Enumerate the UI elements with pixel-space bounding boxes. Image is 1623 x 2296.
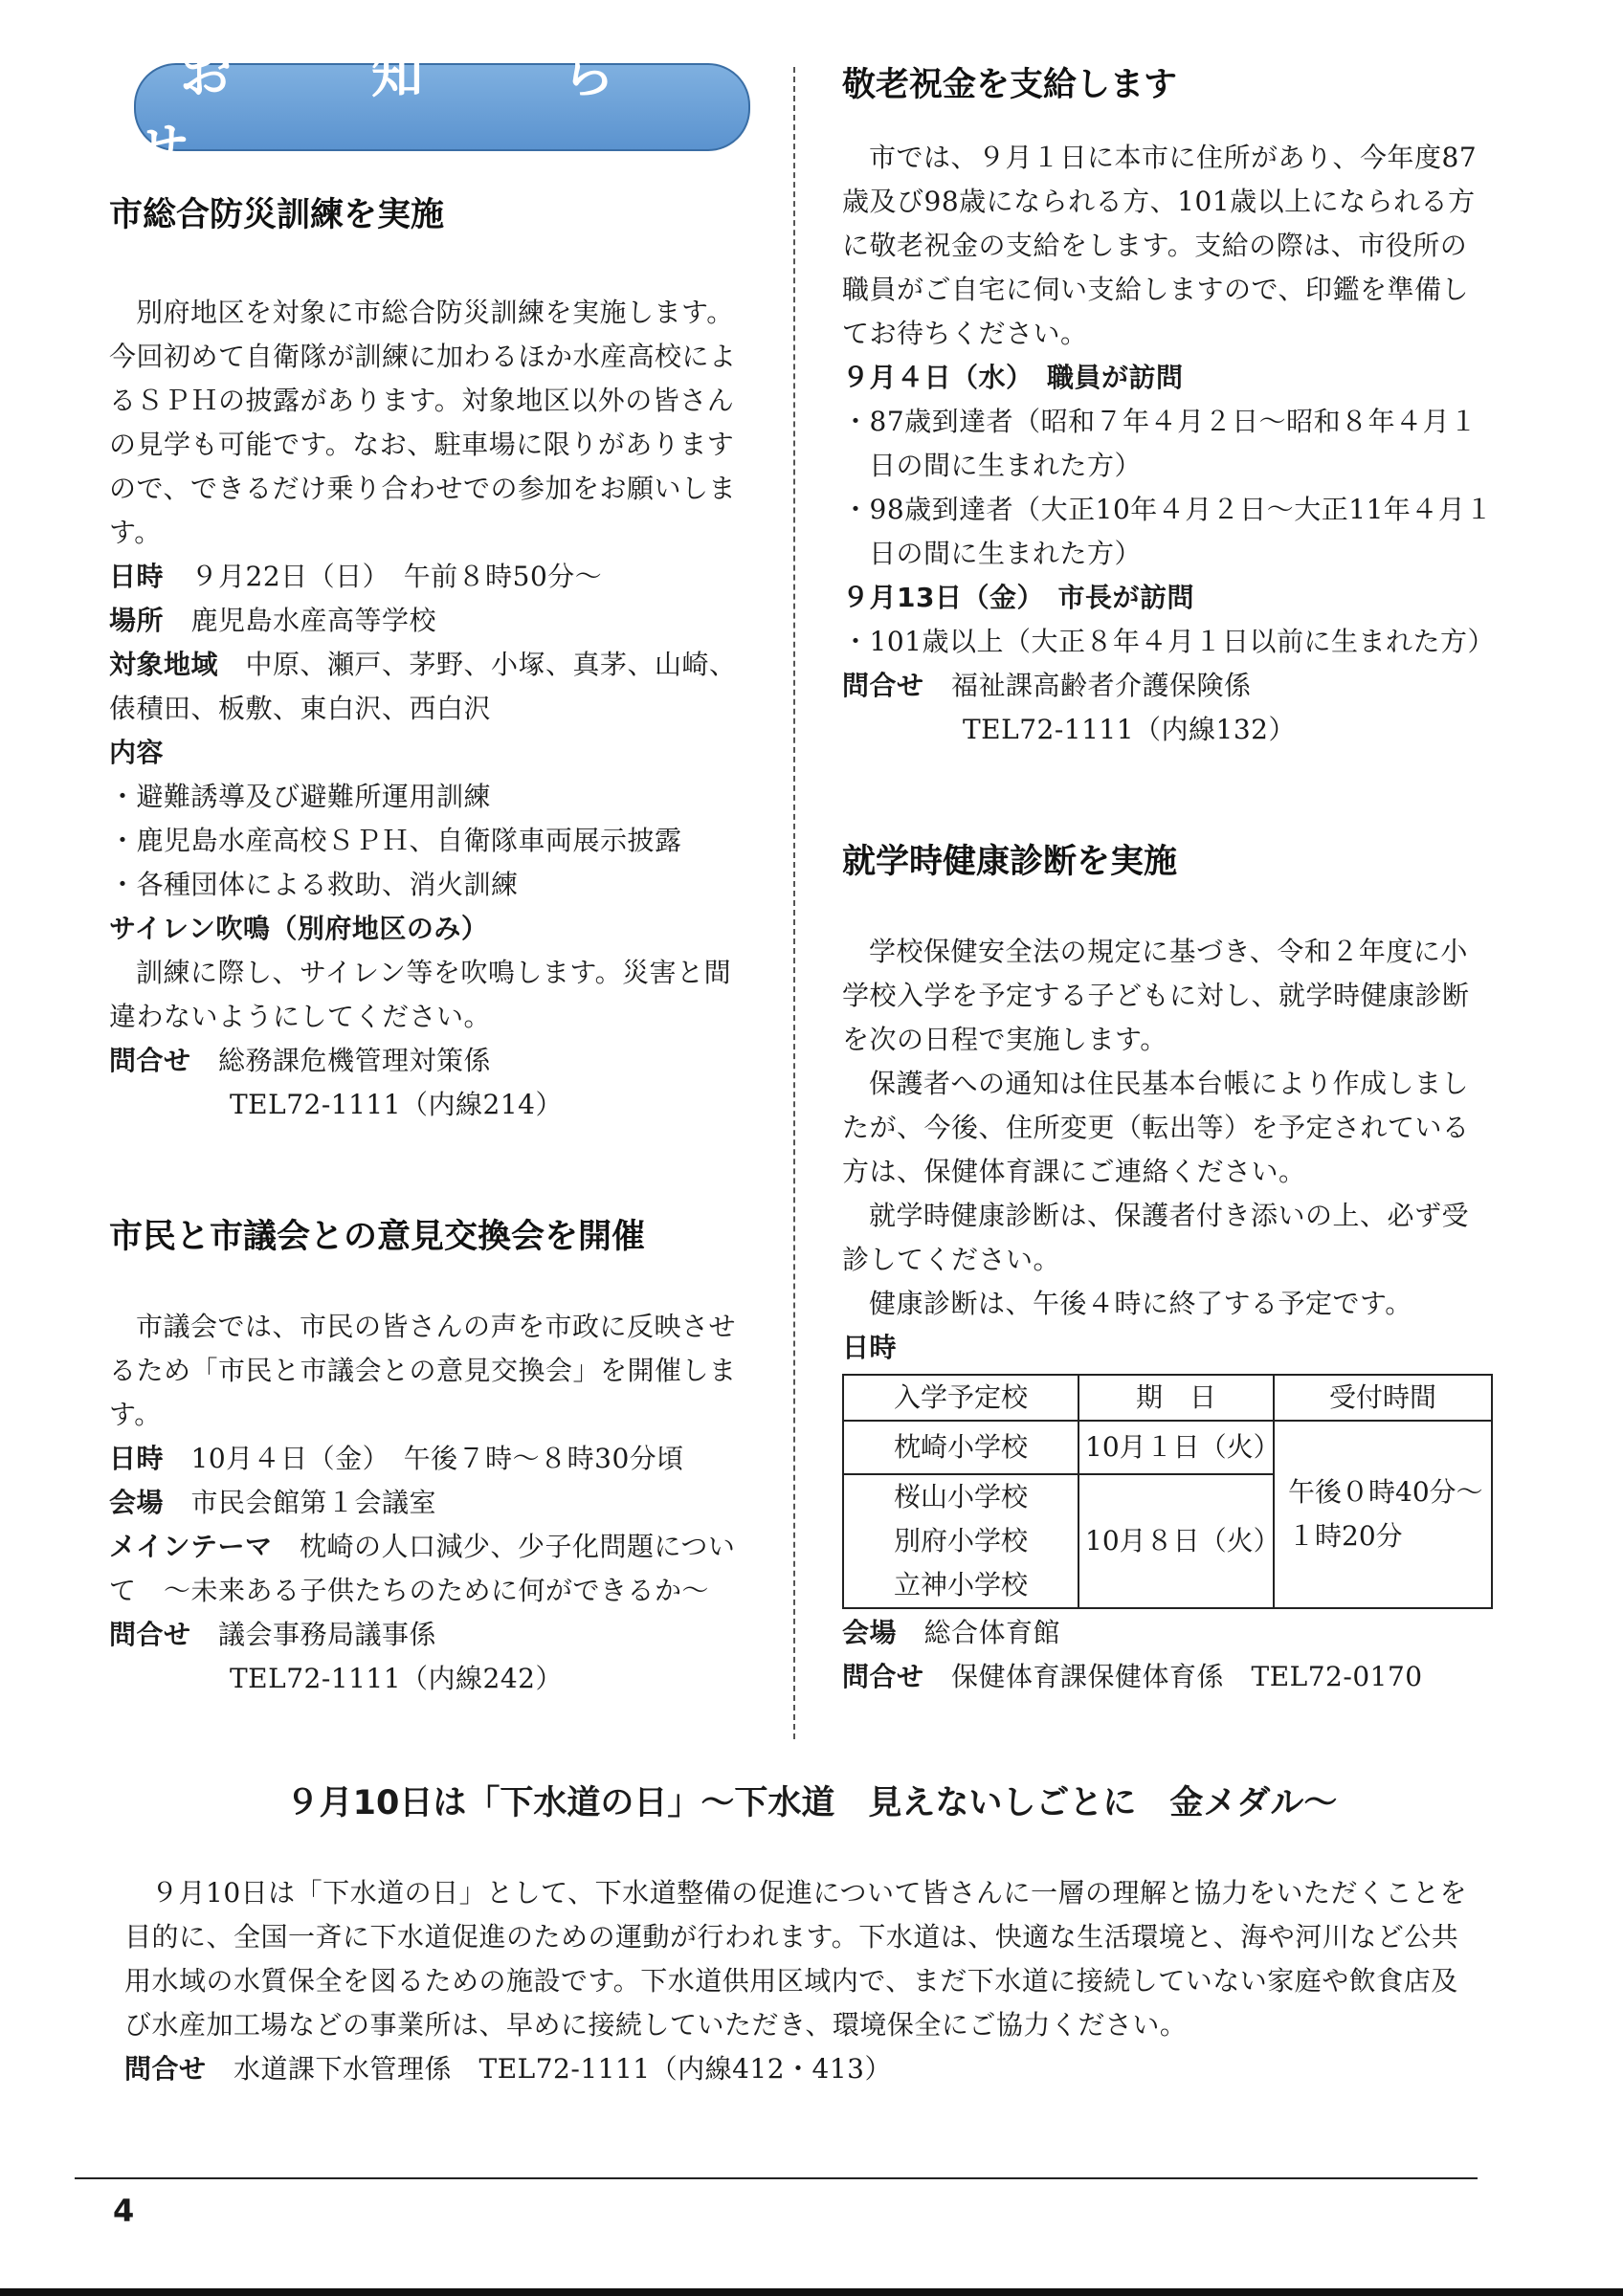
contact-tel: TEL72-1111（内線132） xyxy=(963,714,1297,745)
siren-label: サイレン吹鳴（別府地区のみ） xyxy=(109,913,489,944)
contact-row: 問合せ 福祉課高齢者介護保険係 xyxy=(842,670,1252,701)
section-title: 敬老祝金を支給します xyxy=(842,66,1178,104)
date-row: 日時 10月４日（金） 午後７時～８時30分頃 xyxy=(109,1443,684,1474)
contact-tel: TEL72-1111（内線214） xyxy=(230,1089,564,1120)
list-item: ・各種団体による救助、消火訓練 xyxy=(109,869,519,900)
list-item: ・避難誘導及び避難所運用訓練 xyxy=(109,781,492,812)
venue-row: 会場 総合体育館 xyxy=(842,1617,1061,1648)
siren-body: 訓練に際し、サイレン等を吹鳴します。災害と間違わないようにしてください。 xyxy=(109,957,732,1032)
section-council-meeting xyxy=(109,1215,741,1701)
theme-row: メインテーマ 枕崎の人口減少、少子化問題について ～未来ある子供たちのために何ができるか～ xyxy=(109,1531,736,1606)
list-item: ・98歳到達者（大正10年４月２日～大正11年４月１日の間に生まれた方） xyxy=(842,494,1493,569)
date-cell: 10月１日（火） xyxy=(1078,1421,1274,1474)
reception-cell: 午後０時40分～１時20分 xyxy=(1274,1421,1492,1608)
paragraph: 保護者への通知は住民基本台帳により作成しましたが、今後、住所変更（転出等）を予定されている方は、保健体育課にご連絡ください。 xyxy=(842,1068,1470,1187)
area-row: 対象地域 中原、瀬戸、茅野、小塚、真茅、山崎、俵積田、板敷、東白沢、西白沢 xyxy=(109,649,737,724)
table-row xyxy=(843,1421,1492,1474)
visit-label: ９月４日（水） 職員が訪問 xyxy=(842,362,1184,393)
table-header-row xyxy=(843,1375,1492,1421)
date-cell: 10月８日（火） xyxy=(1078,1474,1274,1608)
contact-row: 問合せ 議会事務局議事係 xyxy=(109,1619,437,1650)
section-body: 市では、９月１日に本市に住所があり、今年度87歳及び98歳になられる方、101歳以上になられる方に敬老祝金の支給をします。支給の際は、市役所の職員がご自宅に伺い支給しますので、印鑑を準備してお待ちください。 xyxy=(842,142,1478,349)
paragraph: 健康診断は、午後４時に終了する予定です。 xyxy=(869,1288,1412,1319)
table-header: 期 日 xyxy=(1078,1375,1274,1421)
section-body: ９月10日は「下水道の日」として、下水道整備の促進について皆さんに一層の理解と協力をいただくことを目的に、全国一斉に下水道促進のための運動が行われます。下水道は、快適な生活環境と、海や河川など公共用水域の水質保全を図るための施設です。下水道供用区域内で、まだ下水道に接続していない家庭や飲食店及び水産加工場などの事業所は、早めに接続していただき、環境保全にご協力ください。 xyxy=(124,1877,1468,2041)
list-item: ・87歳到達者（昭和７年４月２日～昭和８年４月１日の間に生まれた方） xyxy=(842,406,1478,481)
page-number: 4 xyxy=(113,2193,135,2229)
section-title: 就学時健康診断を実施 xyxy=(842,843,1178,881)
section-elderly-gift xyxy=(842,63,1493,752)
visit-label: ９月13日（金） 市長が訪問 xyxy=(842,582,1194,613)
school-cell: 枕崎小学校 xyxy=(843,1421,1078,1474)
list-item: ・101歳以上（大正８年４月１日以前に生まれた方） xyxy=(842,626,1495,657)
schedule-table xyxy=(842,1374,1493,1609)
sewer-day-title: ９月10日は「下水道の日」～下水道 見えないしごとに 金メダル～ xyxy=(285,1784,1338,1822)
contact-row: 問合せ 保健体育課保健体育係 TEL72-0170 xyxy=(842,1661,1423,1692)
section-body: 市議会では、市民の皆さんの声を市政に反映させるため「市民と市議会との意見交換会」を開催します。 xyxy=(109,1311,737,1430)
table-header: 受付時間 xyxy=(1274,1375,1492,1421)
section-title: 市総合防災訓練を実施 xyxy=(109,196,445,234)
contact-row: 問合せ 水道課下水管理係 TEL72-1111（内線412・413） xyxy=(124,2053,892,2085)
section-health-check xyxy=(842,840,1493,1699)
section-disaster-drill xyxy=(109,193,741,1127)
left-column xyxy=(109,44,754,1701)
contact-row: 問合せ 総務課危機管理対策係 xyxy=(109,1045,492,1076)
right-column xyxy=(842,57,1493,1699)
section-sewer-day xyxy=(124,1871,1474,2091)
footer-rule xyxy=(75,2177,1478,2179)
column-divider xyxy=(793,67,795,1739)
school-cell: 桜山小学校 別府小学校 立神小学校 xyxy=(843,1474,1078,1608)
page-edge xyxy=(0,2288,1623,2296)
table-header: 入学予定校 xyxy=(843,1375,1078,1421)
content-label: 内容 xyxy=(109,737,165,768)
date-row: 日時 ９月22日（日） 午前８時50分～ xyxy=(109,561,603,592)
paragraph: 就学時健康診断は、保護者付き添いの上、必ず受診してください。 xyxy=(842,1200,1470,1275)
section-body: 別府地区を対象に市総合防災訓練を実施します。今回初めて自衛隊が訓練に加わるほか水産高校によるＳＰＨの披露があります。対象地区以外の皆さんの見学も可能です。なお、駐車場に限りがありますので、できるだけ乗り合わせでの参加をお願いします。 xyxy=(109,297,737,548)
date-label: 日時 xyxy=(842,1332,898,1363)
venue-row: 会場 市民会館第１会議室 xyxy=(109,1487,437,1518)
paragraph: 学校保健安全法の規定に基づき、令和２年度に小学校入学を予定する子どもに対し、就学時健康診断を次の日程で実施します。 xyxy=(842,936,1470,1055)
contact-tel: TEL72-1111（内線242） xyxy=(230,1663,564,1694)
list-item: ・鹿児島水産高校ＳＰＨ、自衛隊車両展示披露 xyxy=(109,825,682,856)
notice-banner: お 知 ら せ xyxy=(136,44,754,178)
place-row: 場所 鹿児島水産高等学校 xyxy=(109,605,437,636)
section-title: 市民と市議会との意見交換会を開催 xyxy=(109,1218,646,1256)
